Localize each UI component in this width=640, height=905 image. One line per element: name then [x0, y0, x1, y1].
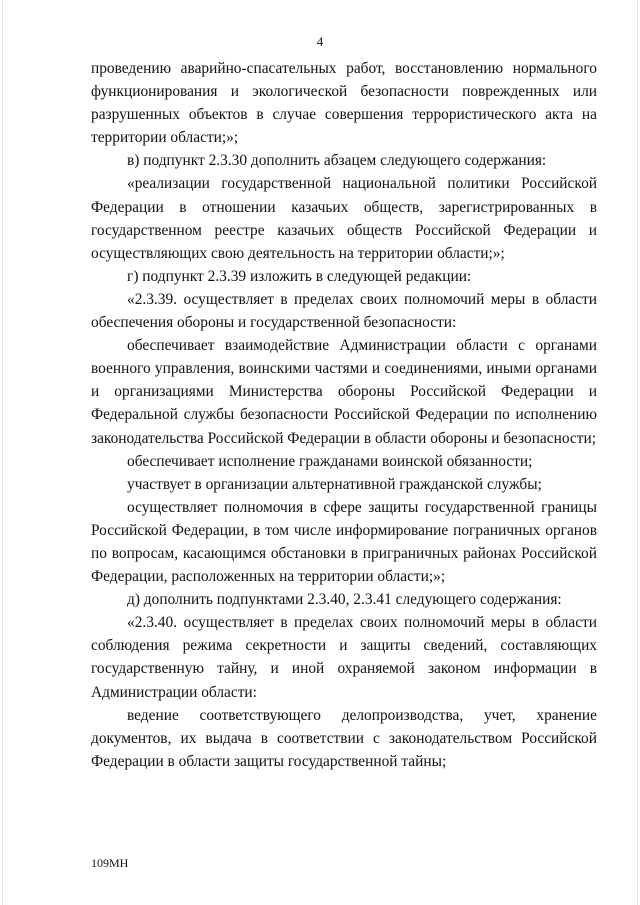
paragraph-continuation: проведению аварийно-спасательных работ, восстановлению нормального функционирования и экологической безопасности поврежденных или разрушенных объектов в случае совершения террористического акта на территории области;»; — [91, 60, 597, 147]
page-left-edge — [2, 0, 3, 905]
paragraph-alternative-service: участвует в организации альтернативной гражданской службы; — [127, 475, 542, 493]
paragraph-amendment-v: в) подпункт 2.3.30 дополнить абзацем следующего содержания: — [127, 152, 547, 170]
document-code: 109МН — [91, 856, 129, 870]
paragraph-records-management: ведение соответствующего делопроизводства, учет, хранение документов, их выдача в соответствии с законодательством Российской Федерации в области защиты государственной тайны; — [91, 706, 597, 770]
paragraph-state-border: осуществляет полномочия в сфере защиты государственной границы Российской Федерации, в том числе информирование пограничных органов по вопросам, касающимся обстановки в приграничных районах Российской Федерации, расположенных на территории области;»; — [91, 498, 597, 586]
paragraph-amendment-d: д) дополнить подпунктами 2.3.40, 2.3.41 следующего содержания: — [127, 591, 562, 609]
page-number: 4 — [316, 34, 324, 49]
document-body — [91, 57, 597, 773]
paragraph-2-3-39: «2.3.39. осуществляет в пределах своих полномочий меры в области обеспечения обороны и государственной безопасности: — [91, 290, 597, 332]
paragraph-military-duty: обеспечивает исполнение гражданами воинской обязанности; — [127, 452, 533, 470]
page-right-edge — [637, 0, 638, 905]
paragraph-2-3-40: «2.3.40. осуществляет в пределах своих полномочий меры в области соблюдения режима секретности и защиты сведений, составляющих государственную тайну, и иной охраняемой законом информации в Администрации области: — [91, 614, 597, 701]
paragraph-amendment-g: г) подпункт 2.3.39 изложить в следующей редакции: — [127, 267, 472, 285]
paragraph-cossack-societies: «реализации государственной национальной политики Российской Федерации в отношении казачьих обществ, зарегистрированных в государственном реестре казачьих обществ Российской Федерации и осуществляющих свою деятельность на территории области;»; — [91, 175, 597, 262]
paragraph-interaction: обеспечивает взаимодействие Администрации области с органами военного управления, воинскими частями и соединениями, иными органами и организациями Министерства обороны Российской Федерации и Федеральной службы безопасности Российской Федерации по исполнению законодательства Российской Федерации в области обороны и безопасности; — [91, 337, 597, 447]
